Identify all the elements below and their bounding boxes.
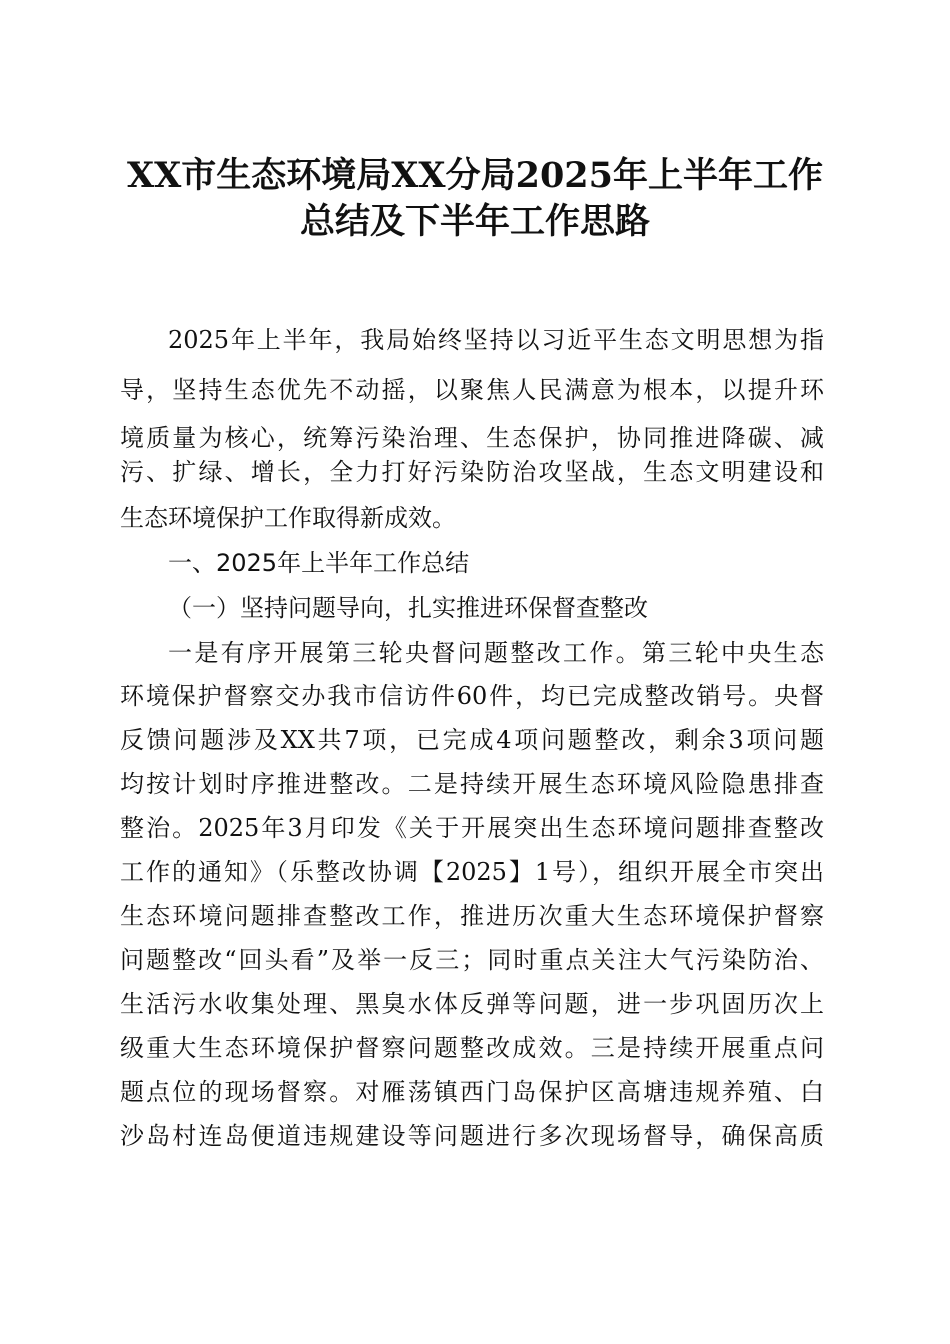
body-line: 生活污水收集处理、黑臭水体反弹等问题，进一步巩固历次上 <box>120 990 824 1018</box>
intro-line: 导，坚持生态优先不动摇，以聚焦人民满意为根本，以提升环 <box>120 376 824 404</box>
body-line: 问题整改“回头看”及举一反三；同时重点关注大气污染防治、 <box>120 946 824 974</box>
subsection-heading: （一）坚持问题导向，扎实推进环保督查整改 <box>168 594 648 622</box>
body-line: 生态环境问题排查整改工作，推进历次重大生态环境保护督察 <box>120 902 824 930</box>
intro-line: 2025年上半年，我局始终坚持以习近平生态文明思想为指 <box>168 326 824 354</box>
body-line: 一是有序开展第三轮央督问题整改工作。第三轮中央生态 <box>168 639 824 667</box>
body-line: 工作的通知》（乐整改协调【2025】1号），组织开展全市突出 <box>120 858 824 886</box>
body-line: 整治。2025年3月印发《关于开展突出生态环境问题排查整改 <box>120 814 824 842</box>
section-heading: 一、2025年上半年工作总结 <box>168 549 470 577</box>
body-line: 沙岛村连岛便道违规建设等问题进行多次现场督导，确保高质 <box>120 1122 824 1150</box>
body-line: 题点位的现场督察。对雁荡镇西门岛保护区高塘违规养殖、白 <box>120 1078 824 1106</box>
body-line: 级重大生态环境保护督察问题整改成效。三是持续开展重点问 <box>120 1034 824 1062</box>
document-title-line-2: 总结及下半年工作思路 <box>299 201 650 242</box>
body-line: 环境保护督察交办我市信访件60件，均已完成整改销号。央督 <box>120 682 824 710</box>
intro-line: 生态环境保护工作取得新成效。 <box>120 504 456 532</box>
body-line: 均按计划时序推进整改。二是持续开展生态环境风险隐患排查 <box>120 770 824 798</box>
body-line: 反馈问题涉及XX共7项，已完成4项问题整改，剩余3项问题 <box>120 726 824 754</box>
intro-line: 污、扩绿、增长，全力打好污染防治攻坚战，生态文明建设和 <box>120 458 824 486</box>
intro-line: 境质量为核心，统筹污染治理、生态保护，协同推进降碳、减 <box>120 424 824 452</box>
document-title-line-1: XX市生态环境局XX分局2025年上半年工作 <box>126 155 824 196</box>
